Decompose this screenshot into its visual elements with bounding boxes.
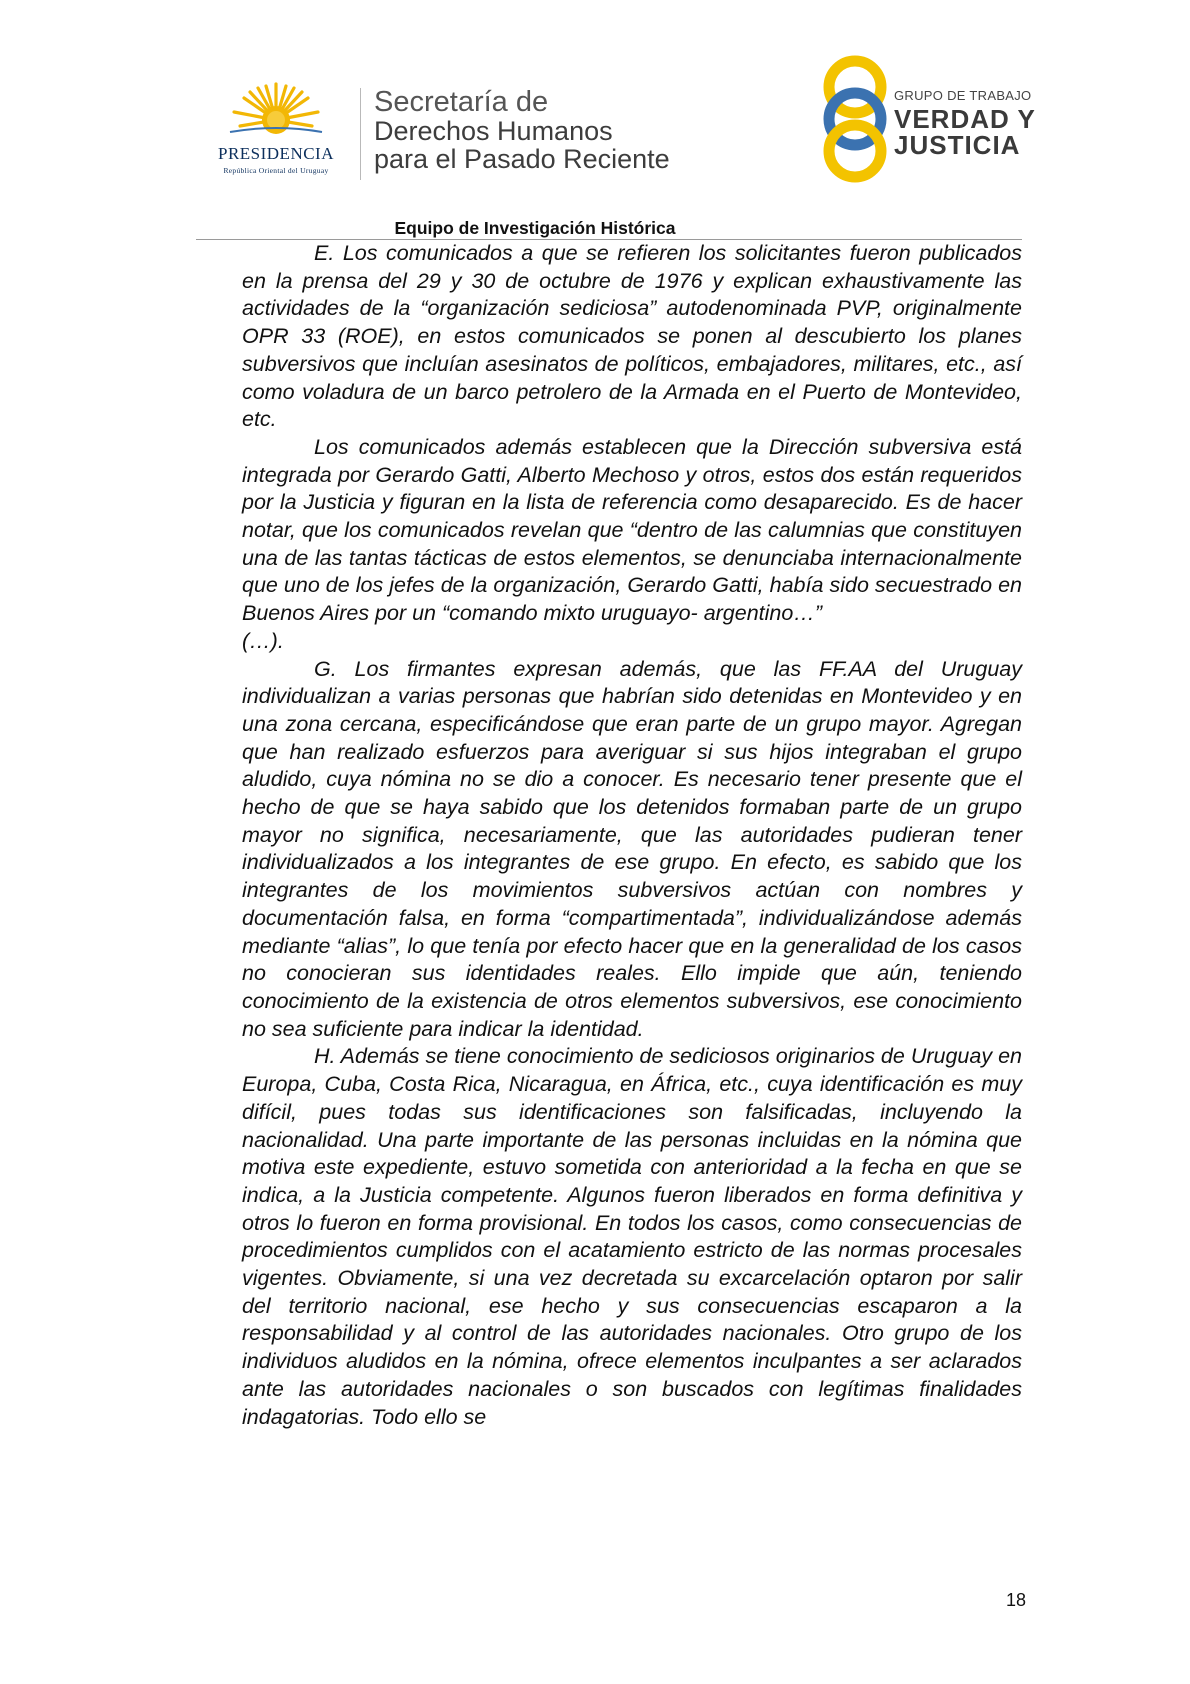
secretaria-line-1: Secretaría de bbox=[374, 86, 549, 118]
secretaria-line-2: Derechos Humanos bbox=[374, 116, 613, 146]
sun-emblem-icon bbox=[226, 80, 326, 142]
justicia-label: JUSTICIA bbox=[894, 130, 1021, 160]
paragraph-h: H. Además se tiene conocimiento de sediciosos originarios de Uruguay en Europa, Cuba, Costa Rica, Nicaragua, en África, etc., cuya identificación es muy difícil, pues todas sus identificaciones son falsificadas, incluyendo la nacionalidad. Una parte importante de las personas incluidas en la nómina que motiva este expediente, estuvo sometida con anterioridad a la fecha en que se indica, a la Justicia competente. Algunos fueron liberados en forma definitiva y otros lo fueron en forma provisional. En todos los casos, como consecuencias de procedimientos cumplidos con el acatamiento estricto de las normas procesales vigentes. Obviamente, si una vez decretada su excarcelación optaron por salir del territorio nacional, ese hecho y sus consecuencias escaparon a la responsabilidad y al control de las autoridades nacionales. Otro grupo de los individuos aludidos en la nómina, ofrece elementos inculpantes a ser aclarados ante las autoridades nacionales o son buscados con legítimas finalidades indagatorias. Todo ello se bbox=[242, 1044, 1022, 1429]
presidencia-subtitle: República Oriental del Uruguay bbox=[223, 166, 329, 175]
grupo-trabajo-label: GRUPO DE TRABAJO bbox=[894, 88, 1032, 103]
verdad-justicia-logo bbox=[820, 54, 1040, 184]
page-number: 18 bbox=[1005, 1590, 1026, 1610]
header-divider bbox=[360, 88, 361, 180]
interlocked-rings-icon bbox=[820, 54, 890, 184]
secretaria-line-3: para el Pasado Reciente bbox=[374, 144, 670, 174]
document-body bbox=[242, 240, 1022, 1431]
paragraph-e: E. Los comunicados a que se refieren los solicitantes fueron publicados en la prensa del 29 y 30 de octubre de 1976 y explican exhaustivamente las actividades de la “organización sediciosa” autodenominada PVP, originalmente OPR 33 (ROE), en estos comunicados se ponen al descubierto los planes subversivos que incluían asesinatos de políticos, embajadores, militares, etc., así como voladura de un barco petrolero de la Armada en el Puerto de Montevideo, etc. bbox=[242, 241, 1022, 432]
presidencia-name: PRESIDENCIA bbox=[217, 144, 334, 163]
team-title-text: Equipo de Investigación Histórica bbox=[394, 218, 676, 238]
page-header bbox=[0, 0, 1190, 240]
paragraph-comunicados: Los comunicados además establecen que la Dirección subversiva está integrada por Gerardo Gatti, Alberto Mechoso y otros, estos dos están requeridos por la Justicia y figuran en la lista de referencia como desaparecido. Es de hacer notar, que los comunicados revelan que “dentro de las calumnias que constituyen una de las tantas tácticas de estos elementos, se denunciaba internacionalmente que uno de los jefes de la organización, Gerardo Gatti, había sido secuestrado en Buenos Aires por un “comando mixto uruguayo- argentino…” bbox=[242, 434, 1022, 626]
verdad-label: VERDAD Y bbox=[894, 104, 1036, 134]
secretaria-logo-text bbox=[374, 88, 670, 173]
paragraph-ellipsis: (…). bbox=[242, 628, 284, 653]
paragraph-g: G. Los firmantes expresan además, que las FF.AA del Uruguay individualizan a varias personas que habrían sido detenidas en Montevideo y en una zona cercana, especificándose que eran parte de un grupo mayor. Agregan que han realizado esfuerzos para averiguar si sus hijos integraban el grupo aludido, cuya nómina no se dio a conocer. Es necesario tener presente que el hecho de que se haya sabido que los detenidos formaban parte de un grupo mayor no significa, necesariamente, que las autoridades pudieran tener individualizados a los integrantes de ese grupo. En efecto, es sabido que los integrantes de los movimientos subversivos actúan con nombres y documentación falsa, en forma “compartimentada”, individualizándose además mediante “alias”, lo que tenía por efecto hacer que en la generalidad de los casos no conocieran sus identidades reales. Ello impide que aún, teniendo conocimiento de la existencia de otros elementos subversivos, ese conocimiento no sea suficiente para indicar la identidad. bbox=[242, 656, 1022, 1041]
team-title bbox=[0, 218, 1068, 239]
presidencia-logo bbox=[196, 80, 356, 180]
